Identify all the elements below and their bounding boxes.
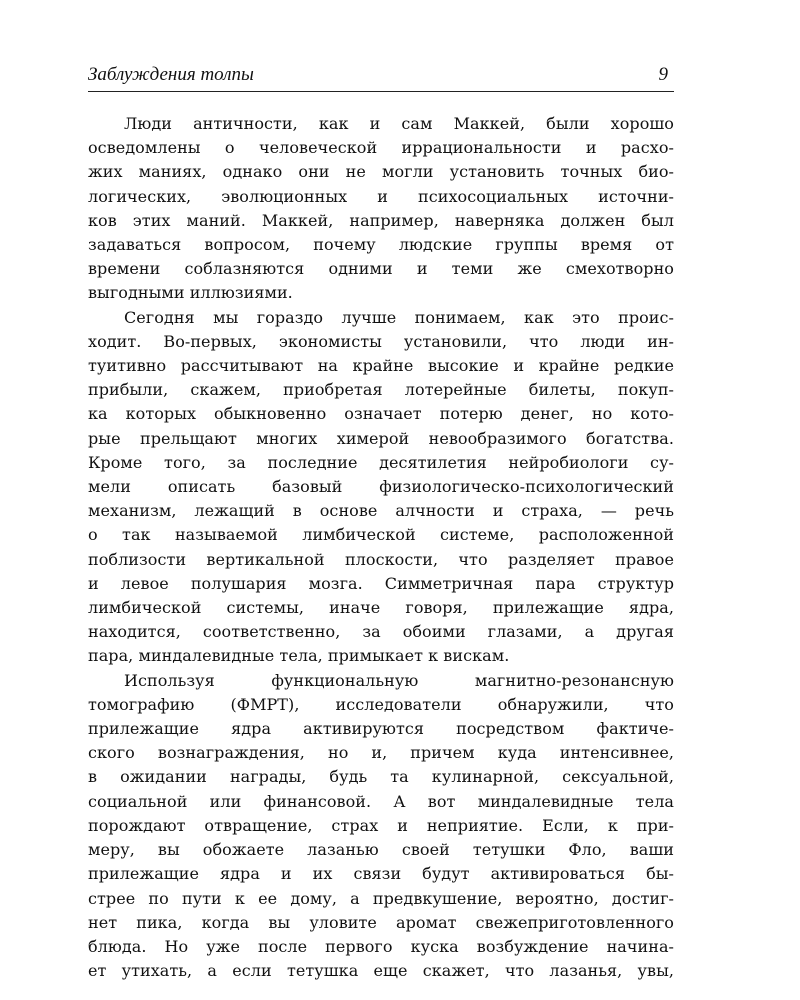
text-line: поблизости вертикальной плоскости, что разделяет правое <box>88 549 674 569</box>
text-line: Люди античности, как и сам Маккей, были хорошо <box>124 114 674 133</box>
text-line: пара, миндалевидные тела, примыкает к вискам. <box>88 646 510 666</box>
running-header <box>88 64 674 92</box>
paragraph <box>88 306 674 669</box>
text-line: задаваться вопросом, почему людские группы время от <box>88 235 674 255</box>
text-line: находится, соответственно, за обоими глазами, а другая <box>88 622 674 642</box>
text-line: прибыли, скажем, приобретая лотерейные билеты, покуп- <box>88 380 674 400</box>
text-line: осведомлены о человеческой иррациональности и расхо- <box>88 138 674 158</box>
text-line: Сегодня мы гораздо лучше понимаем, как это проис- <box>124 307 674 327</box>
text-line: и левое полушария мозга. Симметричная пара структур <box>88 573 674 593</box>
text-line: туитивно рассчитывают на крайне высокие и крайне редкие <box>88 356 674 376</box>
text-line: меру, вы обожаете лазанью своей тетушки Фло, ваши <box>88 840 674 860</box>
body-text <box>88 112 674 983</box>
text-line: томографию (ФМРТ), исследователи обнаружили, что <box>88 694 674 714</box>
text-line: Используя функциональную магнитно-резонансную <box>124 670 674 690</box>
text-line: ков этих маний. Маккей, например, наверняка должен был <box>88 210 674 230</box>
text-line: ского вознаграждения, но и, причем куда интенсивнее, <box>88 743 674 763</box>
text-line: мели описать базовый физиологическо-психологический <box>88 477 674 497</box>
text-line: социальной или финансовой. А вот миндалевидные тела <box>88 791 674 811</box>
text-line: о так называемой лимбической системе, расположенной <box>88 525 674 545</box>
text-line: ет утихать, а если тетушка еще скажет, что лазанья, увы, <box>88 961 674 981</box>
text-line: в ожидании награды, будь та кулинарной, сексуальной, <box>88 767 674 787</box>
text-line: прилежащие ядра активируются посредством фактиче- <box>88 719 674 739</box>
text-line: времени соблазняются одними и теми же смехотворно <box>88 259 674 279</box>
text-line: логических, эволюционных и психосоциальных источни- <box>88 186 674 206</box>
running-header-title: Заблуждения толпы <box>88 64 254 85</box>
text-line: рые прельщают многих химерой невообразимого богатства. <box>88 428 674 448</box>
paragraph <box>88 112 674 306</box>
text-line: Кроме того, за последние десятилетия нейробиологи су- <box>88 452 674 472</box>
text-line: выгодными иллюзиями. <box>88 283 293 303</box>
text-line: лимбической системы, иначе говоря, прилежащие ядра, <box>88 598 674 618</box>
text-line: стрее по пути к ее дому, а предвкушение, вероятно, достиг- <box>88 888 674 908</box>
text-line: ка которых обыкновенно означает потерю денег, но кото- <box>88 404 674 424</box>
page-number: 9 <box>658 64 668 85</box>
text-line: прилежащие ядра и их связи будут активироваться бы- <box>88 864 674 884</box>
paragraph <box>88 669 674 984</box>
text-line: блюда. Но уже после первого куска возбуждение начина- <box>88 936 674 956</box>
text-line: механизм, лежащий в основе алчности и страха, — речь <box>88 501 674 521</box>
text-line: жих маниях, однако они не могли установить точных био- <box>88 162 674 182</box>
book-page <box>88 64 674 983</box>
text-line: ходит. Во-первых, экономисты установили, что люди ин- <box>88 331 674 351</box>
text-line: нет пика, когда вы уловите аромат свежеприготовленного <box>88 912 674 932</box>
text-line: порождают отвращение, страх и неприятие. Если, к при- <box>88 815 674 835</box>
